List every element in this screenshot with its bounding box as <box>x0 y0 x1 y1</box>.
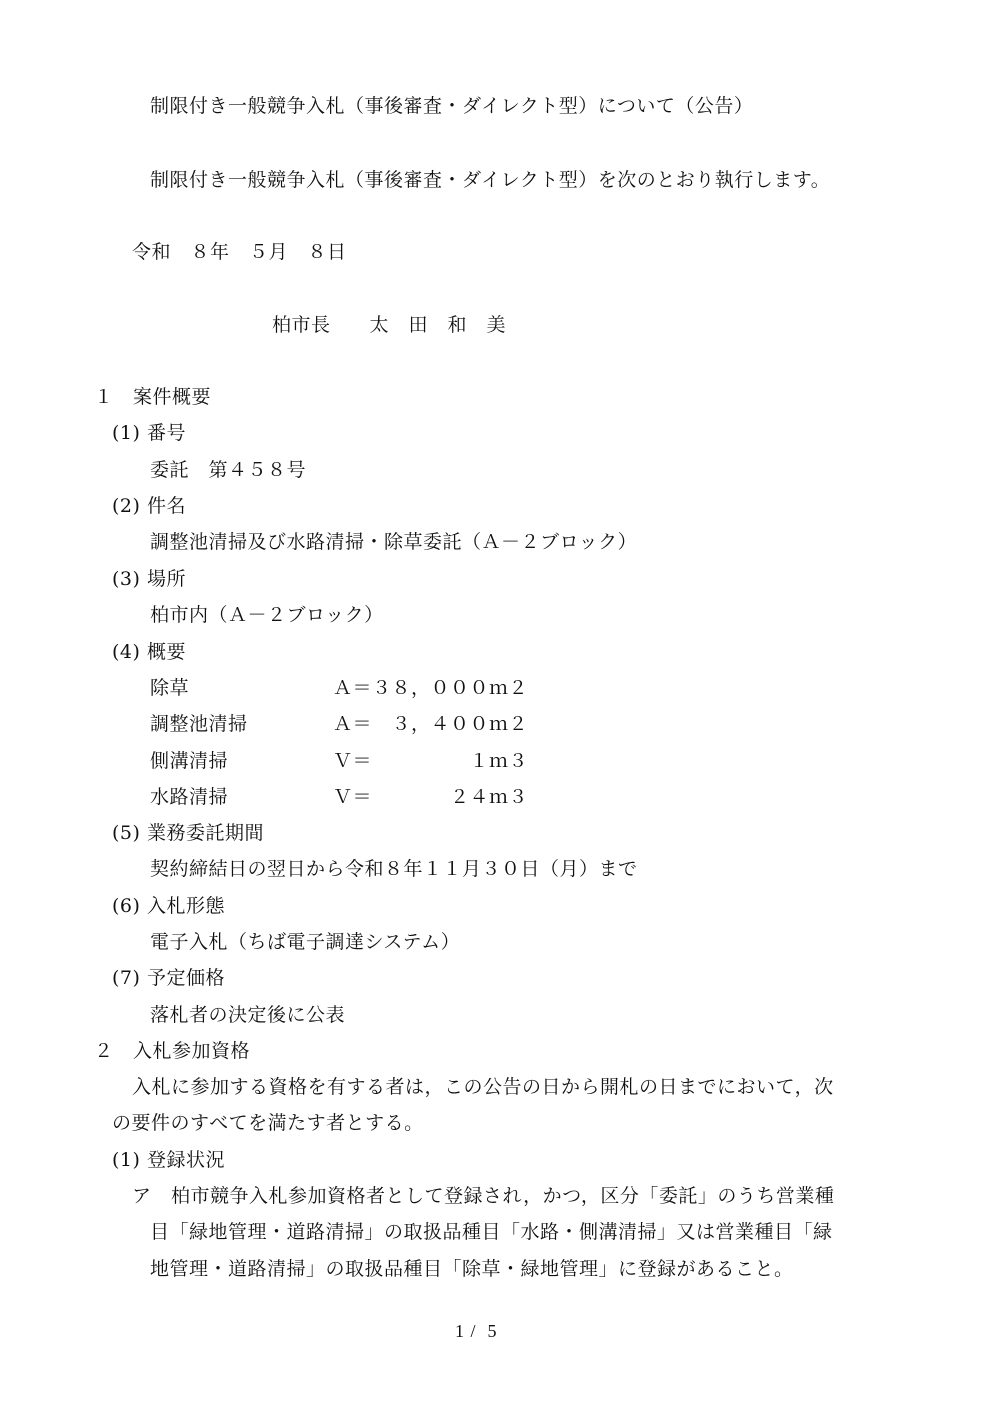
item-a-line: ア 柏市競争入札参加資格者として登録され，かつ，区分「委託」のうち営業種 <box>132 1185 835 1207</box>
overview-value: Ｖ＝ １ｍ３ <box>333 750 529 772</box>
item-a-line: 目「緑地管理・道路清掃」の取扱品種目「水路・側溝清掃」又は営業種目「緑 <box>150 1221 833 1243</box>
overview-name: 水路清掃 <box>150 786 229 808</box>
notice-date: 令和 ８年 ５月 ８日 <box>132 241 347 263</box>
signatory: 柏市長 太 田 和 美 <box>272 314 507 336</box>
item-7-value: 落札者の決定後に公表 <box>150 1004 346 1026</box>
item-3-value: 柏市内（Ａ－２ブロック） <box>150 604 384 626</box>
item-1-value: 委託 第４５８号 <box>150 459 307 481</box>
item-4-label: (4) 概要 <box>112 641 186 663</box>
overview-name: 除草 <box>150 677 190 699</box>
item-1-label: (1) 番号 <box>112 422 186 444</box>
paragraph-line: 入札に参加する資格を有する者は，この公告の日から開札の日までにおいて，次 <box>132 1076 834 1098</box>
item-5-label: (5) 業務委託期間 <box>112 822 264 844</box>
overview-name: 側溝清掃 <box>150 750 229 772</box>
item-2-label: (2) 件名 <box>112 495 186 517</box>
document-title: 制限付き一般競争入札（事後審査・ダイレクト型）について（公告） <box>150 95 754 117</box>
intro-text: 制限付き一般競争入札（事後審査・ダイレクト型）を次のとおり執行します。 <box>150 169 831 191</box>
overview-value: Ｖ＝ ２４ｍ３ <box>333 786 529 808</box>
item-2-value: 調整池清掃及び水路清掃・除草委託（Ａ－２ブロック） <box>150 531 638 553</box>
page-number: 1 / 5 <box>455 1321 498 1341</box>
item-6-label: (6) 入札形態 <box>112 895 225 917</box>
section-2-heading: ２ 入札参加資格 <box>94 1040 251 1062</box>
overview-value: Ａ＝ ３，４００ｍ２ <box>333 713 529 735</box>
item-a-line: 地管理・道路清掃」の取扱品種目「除草・緑地管理」に登録があること。 <box>150 1258 794 1280</box>
paragraph-line: の要件のすべてを満たす者とする。 <box>112 1112 424 1134</box>
section-1-heading: １ 案件概要 <box>94 386 212 408</box>
overview-value: Ａ＝３８，０００ｍ２ <box>333 677 529 699</box>
item-3-label: (3) 場所 <box>112 568 186 590</box>
overview-name: 調整池清掃 <box>150 713 248 735</box>
sub-1-label: (1) 登録状況 <box>112 1149 225 1171</box>
item-7-label: (7) 予定価格 <box>112 967 225 989</box>
item-5-value: 契約締結日の翌日から令和８年１１月３０日（月）まで <box>150 858 638 880</box>
item-6-value: 電子入札（ちば電子調達システム） <box>150 931 461 953</box>
